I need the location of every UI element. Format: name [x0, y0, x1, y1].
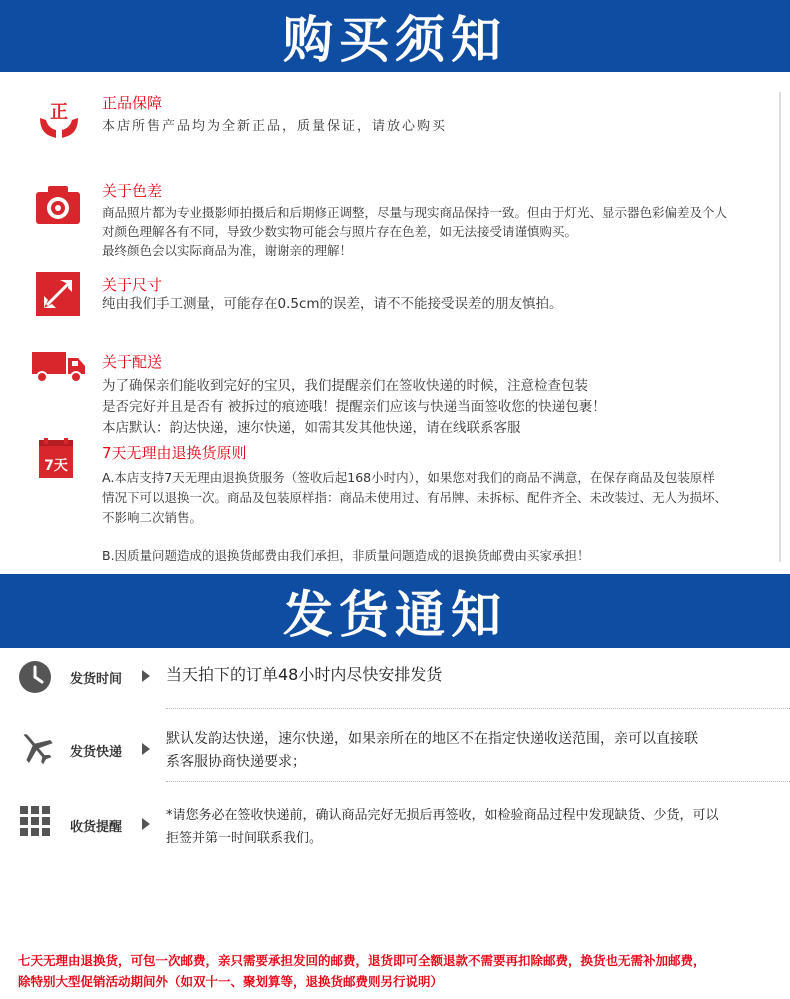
notice-return-text-b: B.因质量问题造成的退换货邮费由我们承担，非质量问题造成的退换货邮费由买家承担！: [102, 548, 590, 563]
notice-authentic: [0, 90, 790, 150]
chevron-right-icon: [142, 818, 150, 830]
purchase-notice-banner: [0, 0, 790, 72]
text-line: 系客服协商快递要求；: [166, 754, 306, 770]
text-line: 最终颜色会以实际商品为准，谢谢亲的理解！: [102, 243, 353, 258]
resize-arrow-icon: [36, 272, 82, 318]
receiving-reminder-label: 收货提醒: [70, 820, 123, 835]
notice-size-title: 关于尺寸: [102, 276, 163, 294]
notice-authentic-title: 正品保障: [102, 94, 163, 112]
chevron-right-icon: [142, 743, 150, 755]
notice-delivery-text: [102, 376, 772, 439]
notice-color-text: [102, 203, 782, 260]
notice-color-difference: [0, 178, 790, 263]
text-line: 本店默认：韵达快递，速尔快递，如需其发其他快递，请在线联系客服: [102, 420, 521, 436]
airplane-icon: [16, 728, 56, 772]
text-line: *请您务必在签收快递前，确认商品完好无损后再签收，如检验商品过程中发现缺货、少货，可以: [166, 808, 719, 823]
shipping-time-text: [166, 663, 766, 686]
text-line: 商品照片都为专业摄影师拍摄后和后期修正调整，尽量与现实商品保持一致。但由于灯光、显示器色彩偏差及个人: [102, 205, 728, 220]
shipping-notice-banner: [0, 574, 790, 648]
hands-zheng-icon: [36, 96, 82, 142]
svg-text:正: 正: [50, 102, 68, 123]
text-line: 对颜色理解各有不同，导致少数实物可能会与照片存在色差，如无法接受请谨慎购买。: [102, 224, 578, 239]
notice-return-title: 7天无理由退换货原则: [102, 444, 247, 462]
notice-color-title: 关于色差: [102, 182, 163, 200]
camera-icon: [34, 182, 80, 228]
shipping-time-row: [0, 650, 790, 708]
notice-authentic-text: [102, 117, 772, 136]
notice-size: [0, 272, 790, 322]
chevron-right-icon: [142, 670, 150, 682]
text-line: 为了确保亲们能收到完好的宝贝，我们提醒亲们在签收快递的时候，注意检查包装: [102, 378, 588, 394]
shipping-courier-text: [166, 728, 766, 774]
text-line: 拒签并第一时间联系我们。: [166, 831, 323, 846]
text-line: 情况下可以退换一次。商品及包装原样指：商品未使用过、有吊牌、未拆标、配件齐全、未改装过、无人为损坏、: [102, 490, 728, 505]
notice-delivery: [0, 350, 790, 440]
receiving-reminder-text: [166, 804, 776, 850]
svg-text:7天: 7天: [44, 458, 68, 474]
divider: [166, 708, 790, 709]
grid-icon: [20, 806, 50, 840]
shipping-time-label: 发货时间: [70, 672, 123, 687]
footer-line: 七天无理由退换货，可包一次邮费，亲只需要承担发回的邮费，退货即可全额退款不需要再扣除邮费，换货也无需补加邮费，: [18, 953, 706, 968]
text-line: 当天拍下的订单48小时内尽快安排发货: [166, 665, 443, 684]
shipping-courier-label: 发货快递: [70, 745, 123, 760]
return-policy-footer: [18, 950, 788, 992]
text-line: 本店所售产品均为全新正品，质量保证，请放心购买: [102, 119, 448, 134]
text-line: 不影响二次销售。: [102, 510, 203, 525]
shipping-courier-row: [0, 718, 790, 780]
truck-icon: [32, 350, 86, 384]
shipping-notice-title: 发货通知: [283, 586, 507, 644]
receiving-reminder-row: [0, 794, 790, 864]
divider: [166, 781, 790, 782]
notice-size-text: [102, 295, 782, 314]
text-line: 是否完好并且是否有 被拆过的痕迹哦！提醒亲们应该与快递当面签收您的快递包裹！: [102, 399, 606, 415]
notice-seven-day-return: [0, 436, 790, 570]
clock-icon: [18, 660, 52, 698]
text-line: 纯由我们手工测量，可能存在0.5cm的误差，请不不能接受误差的朋友慎拍。: [102, 296, 563, 312]
purchase-notice-title: 购买须知: [283, 11, 507, 69]
seven-day-calendar-icon: [38, 438, 74, 480]
notice-delivery-title: 关于配送: [102, 353, 163, 371]
notice-return-text: [102, 468, 782, 528]
text-line: A.本店支持7天无理由退换货服务（签收后起168小时内），如果您对我们的商品不满意，在保存商品及包装原样: [102, 470, 715, 485]
footer-line: 除特别大型促销活动期间外（如双十一、聚划算等，退换货邮费则另行说明）: [18, 974, 444, 989]
text-line: 默认发韵达快递，速尔快递，如果亲所在的地区不在指定快递收送范围，亲可以直接联: [166, 731, 698, 747]
